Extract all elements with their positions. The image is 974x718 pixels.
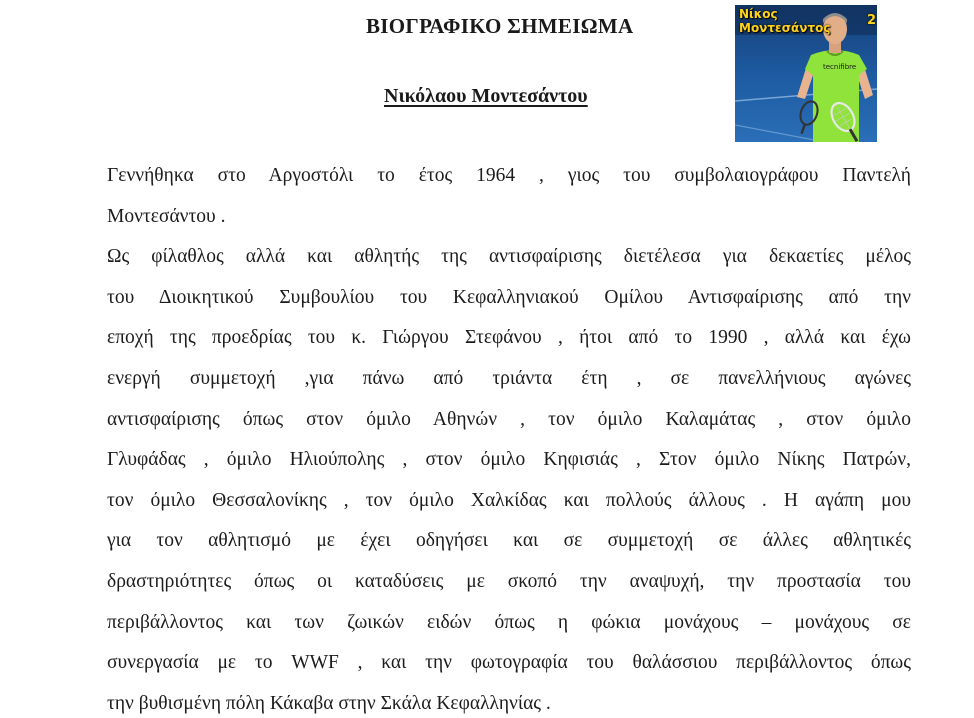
body-line: Γλυφάδας , όμιλο Ηλιούπολης , στον όμιλο Κηφισιάς , Στον όμιλο Νίκης Πατρών, — [107, 449, 911, 471]
document-subtitle: Νικόλαου Μοντεσάντου — [384, 85, 588, 107]
body-line: Μοντεσάντου . — [107, 205, 226, 227]
body-line: την βυθισμένη πόλη Κάκαβα στην Σκάλα Κεφαλληνίας . — [107, 692, 551, 714]
body-line: δραστηριότητες όπως οι καταδύσεις με σκοπό την αναψυχή, την προστασία του — [107, 570, 911, 592]
body-line: για τον αθλητισμό με έχει οδηγήσει και σε συμμετοχή σε άλλες αθλητικές — [107, 530, 911, 552]
photo-caption: Νίκος Μοντεσάντος — [739, 7, 831, 35]
body-line: εποχή της προεδρίας του κ. Γιώργου Στεφάνου , ήτοι από το 1990 , αλλά και έχω — [107, 327, 911, 349]
body-line: αντισφαίρισης όπως στον όμιλο Αθηνών , τον όμιλο Καλαμάτας , στον όμιλο — [107, 408, 911, 430]
shirt-logo-text: tecnifibre — [823, 63, 857, 71]
body-line: Ως φίλαθλος αλλά και αθλητής της αντισφαίρισης διετέλεσα για δεκαετίες μέλος — [107, 246, 911, 268]
biography-body — [107, 156, 911, 718]
body-line: συνεργασία με το WWF , και την φωτογραφία του θαλάσσιου περιβάλλοντος όπως — [107, 652, 911, 674]
body-line: του Διοικητικού Συμβουλίου του Κεφαλληνιακού Ομίλου Αντισφαίρισης από την — [107, 286, 911, 308]
document-title: ΒΙΟΓΡΑΦΙΚΟ ΣΗΜΕΙΩΜΑ — [366, 14, 634, 38]
body-line: περιβάλλοντος και των ζωικών ειδών όπως η φώκια μονάχους – μονάχους σε — [107, 611, 911, 633]
photo-badge: 2 — [866, 13, 876, 28]
body-line: ενεργή συμμετοχή ,για πάνω από τριάντα έτη , σε πανελλήνιους αγώνες — [107, 367, 911, 389]
body-line: Γεννήθηκα στο Αργοστόλι το έτος 1964 , γιος του συμβολαιογράφου Παντελή — [107, 165, 911, 186]
body-line: τον όμιλο Θεσσαλονίκης , τον όμιλο Χαλκίδας και πολλούς άλλους . Η αγάπη μου — [107, 489, 911, 511]
portrait-photo — [735, 5, 877, 142]
